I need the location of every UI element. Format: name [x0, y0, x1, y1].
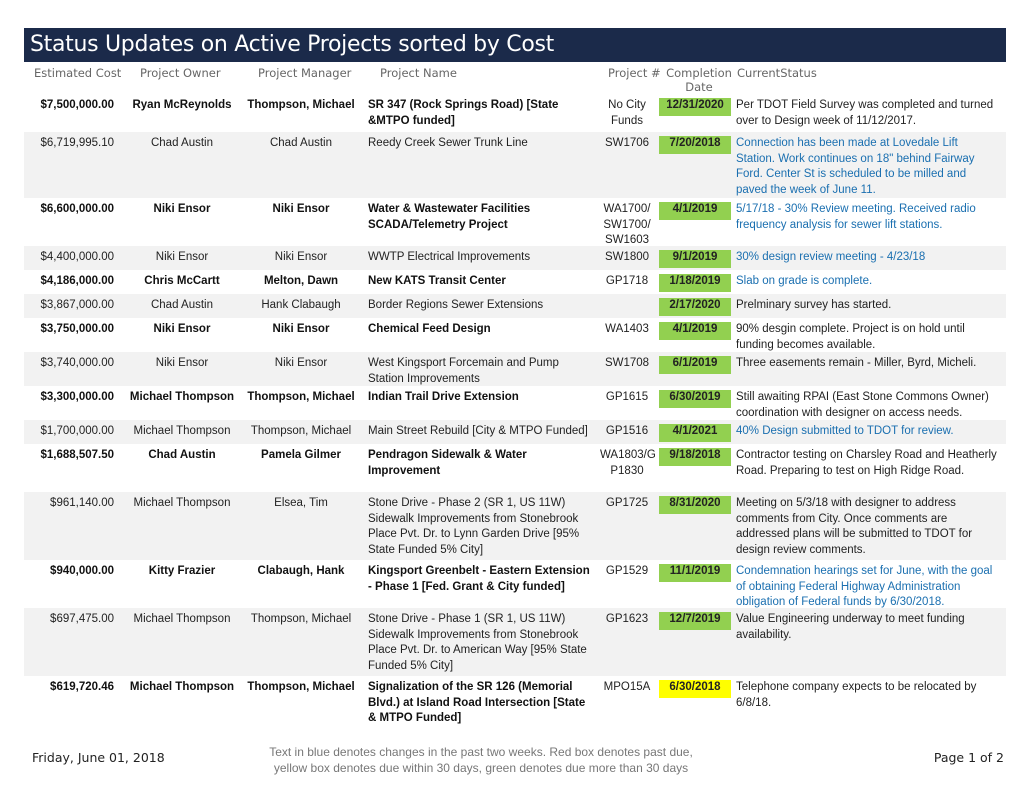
- header-completion-date: [664, 66, 734, 94]
- table-row: [24, 560, 1006, 608]
- project-manager: Niki Ensor: [274, 251, 328, 263]
- project-owner: Niki Ensor: [153, 203, 211, 215]
- estimated-cost: $4,186,000.00: [40, 275, 114, 287]
- current-status: Prelminary survey has started.: [736, 299, 892, 311]
- project-number: GP1718: [605, 275, 649, 287]
- project-owner: Chad Austin: [150, 299, 213, 311]
- completion-date: 9/18/2018: [659, 448, 731, 466]
- completion-date: 8/31/2020: [659, 496, 731, 514]
- header-project-owner: Project Owner: [140, 66, 221, 80]
- table-row: [24, 608, 1006, 676]
- estimated-cost: $3,750,000.00: [40, 323, 114, 335]
- project-name: Water & Wastewater Facilities SCADA/Telemetry Project: [368, 203, 531, 231]
- header-completion-line2: Date: [685, 80, 713, 94]
- project-number: WA1803/G P1830: [600, 449, 656, 477]
- project-manager: Thompson, Michael: [250, 613, 352, 625]
- table-row: [24, 94, 1006, 132]
- project-owner: Chris McCartt: [144, 275, 220, 287]
- project-number: SW1706: [604, 137, 650, 149]
- project-owner: Niki Ensor: [155, 357, 209, 369]
- completion-date: 4/1/2019: [659, 322, 731, 340]
- current-status: Per TDOT Field Survey was completed and turned over to Design week of 11/12/2017.: [736, 99, 994, 127]
- header-project-name: Project Name: [380, 66, 457, 80]
- project-number: GP1615: [605, 391, 649, 403]
- header-project-number: Project #: [608, 66, 661, 80]
- project-number: WA1700/ SW1700/ SW1603: [603, 203, 651, 246]
- estimated-cost: $697,475.00: [50, 613, 114, 625]
- project-owner: Niki Ensor: [155, 251, 209, 263]
- project-owner: Michael Thompson: [133, 497, 231, 509]
- current-status: 40% Design submitted to TDOT for review.: [736, 425, 954, 437]
- project-name: New KATS Transit Center: [368, 275, 506, 287]
- estimated-cost: $1,700,000.00: [40, 425, 114, 437]
- footer-note-line1: Text in blue denotes changes in the past two weeks. Red box denotes past due,: [269, 745, 693, 759]
- estimated-cost: $1,688,507.50: [40, 449, 114, 461]
- project-name: SR 347 (Rock Springs Road) [State &MTPO funded]: [368, 99, 559, 127]
- project-manager: Pamela Gilmer: [261, 449, 341, 461]
- completion-date: 4/1/2019: [659, 202, 731, 220]
- completion-date: 12/7/2019: [659, 612, 731, 630]
- project-number: GP1623: [605, 613, 649, 625]
- current-status: Value Engineering underway to meet funding availability.: [736, 613, 965, 641]
- completion-date: 12/31/2020: [659, 98, 731, 116]
- project-name: Stone Drive - Phase 2 (SR 1, US 11W) Sidewalk Improvements from Stonebrook Place Pvt. Dr. to Lynn Garden Drive [95% State Funded 5% City]: [368, 497, 580, 556]
- project-manager: Thompson, Michael: [247, 681, 355, 693]
- estimated-cost: $6,719,995.10: [40, 137, 114, 149]
- current-status: 30% design review meeting - 4/23/18: [736, 251, 926, 263]
- project-manager: Hank Clabaugh: [261, 299, 341, 311]
- project-name: Reedy Creek Sewer Trunk Line: [368, 137, 528, 149]
- project-name: West Kingsport Forcemain and Pump Station Improvements: [368, 357, 559, 385]
- estimated-cost: $961,140.00: [50, 497, 114, 509]
- estimated-cost: $940,000.00: [50, 565, 114, 577]
- project-owner: Michael Thompson: [133, 425, 231, 437]
- project-name: Main Street Rebuild [City & MTPO Funded]: [368, 425, 588, 437]
- project-manager: Thompson, Michael: [247, 391, 355, 403]
- table-row: [24, 676, 1006, 740]
- current-status: Telephone company expects to be relocated by 6/8/18.: [736, 681, 977, 709]
- title-bar: [24, 28, 1006, 62]
- table-row: [24, 420, 1006, 444]
- project-name: Chemical Feed Design: [368, 323, 491, 335]
- project-name: Pendragon Sidewalk & Water Improvement: [368, 449, 527, 477]
- completion-date: 9/1/2019: [659, 250, 731, 268]
- table-row: [24, 386, 1006, 420]
- project-number: GP1516: [605, 425, 649, 437]
- completion-date: 6/30/2018: [659, 680, 731, 698]
- project-name: Border Regions Sewer Extensions: [368, 299, 544, 311]
- estimated-cost: $3,300,000.00: [40, 391, 114, 403]
- page-title: Status Updates on Active Projects sorted by Cost: [30, 32, 554, 57]
- table-row: [24, 352, 1006, 386]
- project-owner: Chad Austin: [150, 137, 213, 149]
- current-status: Contractor testing on Charsley Road and Heatherly Road. Preparing to test on High Ridge Road.: [736, 449, 997, 477]
- project-number: SW1708: [604, 357, 650, 369]
- project-manager: Thompson, Michael: [247, 99, 355, 111]
- project-number: WA1403: [605, 323, 649, 335]
- completion-date: 7/20/2018: [659, 136, 731, 154]
- header-completion-line1: Completion: [666, 66, 732, 80]
- project-name: Kingsport Greenbelt - Eastern Extension - Phase 1 [Fed. Grant & City funded]: [368, 565, 590, 593]
- project-manager: Melton, Dawn: [263, 275, 339, 287]
- project-manager: Clabaugh, Hank: [257, 565, 345, 577]
- project-owner: Kitty Frazier: [148, 565, 216, 577]
- project-number: GP1529: [605, 565, 649, 577]
- table-row: [24, 270, 1006, 294]
- current-status: Condemnation hearings set for June, with the goal of obtaining Federal Highway Administration obligation of Federal funds by 6/30/2018.: [736, 565, 993, 608]
- current-status: Slab on grade is complete.: [736, 275, 873, 287]
- project-manager: Niki Ensor: [274, 357, 328, 369]
- completion-date: 6/30/2019: [659, 390, 731, 408]
- completion-date: 4/1/2021: [659, 424, 731, 442]
- current-status: Still awaiting RPAI (East Stone Commons Owner) coordination with designer on access needs.: [736, 391, 989, 419]
- table-row: [24, 444, 1006, 492]
- table-row: [24, 318, 1006, 352]
- current-status: 5/17/18 - 30% Review meeting. Received radio frequency analysis for sewer lift stations.: [736, 203, 976, 231]
- page-number: Page 1 of 2: [933, 750, 1004, 765]
- header-estimated-cost: Estimated Cost: [34, 66, 122, 80]
- current-status: Connection has been made at Lovedale Lift Station. Work continues on 18" behind Fairway Ford. Center St is scheduled to be milled and paved the week of June 11.: [736, 137, 975, 196]
- estimated-cost: $3,740,000.00: [40, 357, 114, 369]
- project-owner: Niki Ensor: [153, 323, 211, 335]
- project-number: GP1725: [605, 497, 649, 509]
- project-owner: Chad Austin: [148, 449, 216, 461]
- project-name: Stone Drive - Phase 1 (SR 1, US 11W) Sidewalk Improvements from Stonebrook Place Pvt. Dr. to American Way [95% State Funded 5% City]: [368, 613, 587, 672]
- completion-date: 6/1/2019: [659, 356, 731, 374]
- estimated-cost: $6,600,000.00: [40, 203, 114, 215]
- project-manager: Chad Austin: [269, 137, 332, 149]
- footer-date: Friday, June 01, 2018: [32, 750, 165, 765]
- project-owner: Michael Thompson: [129, 681, 235, 693]
- project-manager: Niki Ensor: [272, 203, 330, 215]
- project-owner: Michael Thompson: [129, 391, 235, 403]
- completion-date: 2/17/2020: [659, 298, 731, 316]
- current-status: Three easements remain - Miller, Byrd, Micheli.: [736, 357, 977, 369]
- project-number: MPO15A: [603, 681, 651, 693]
- estimated-cost: $3,867,000.00: [40, 299, 114, 311]
- table-row: [24, 132, 1006, 198]
- project-name: Indian Trail Drive Extension: [368, 391, 519, 403]
- table-row: [24, 492, 1006, 560]
- project-owner: Ryan McReynolds: [132, 99, 232, 111]
- footer-legend-note: [236, 744, 726, 776]
- completion-date: 11/1/2019: [659, 564, 731, 582]
- table-row: [24, 246, 1006, 270]
- project-number: No City Funds: [608, 99, 646, 127]
- completion-date: 1/18/2019: [659, 274, 731, 292]
- table-row: [24, 294, 1006, 318]
- header-project-manager: Project Manager: [258, 66, 352, 80]
- project-manager: Niki Ensor: [272, 323, 330, 335]
- project-name: WWTP Electrical Improvements: [368, 251, 531, 263]
- table-row: [24, 198, 1006, 246]
- project-number: SW1800: [604, 251, 650, 263]
- footer-note-line2: yellow box denotes due within 30 days, green denotes due more than 30 days: [273, 761, 689, 775]
- project-owner: Michael Thompson: [133, 613, 231, 625]
- estimated-cost: $7,500,000.00: [40, 99, 114, 111]
- header-current-status: CurrentStatus: [737, 66, 817, 80]
- estimated-cost: $4,400,000.00: [40, 251, 114, 263]
- estimated-cost: $619,720.46: [50, 681, 114, 693]
- project-manager: Elsea, Tim: [274, 497, 328, 509]
- current-status: Meeting on 5/3/18 with designer to address comments from City. Once comments are addressed plans will be submitted to TDOT for design review comments.: [736, 497, 973, 556]
- project-name: Signalization of the SR 126 (Memorial Blvd.) at Island Road Intersection [State & MTPO Funded]: [368, 681, 586, 724]
- project-manager: Thompson, Michael: [250, 425, 352, 437]
- current-status: 90% desgin complete. Project is on hold until funding becomes available.: [736, 323, 965, 351]
